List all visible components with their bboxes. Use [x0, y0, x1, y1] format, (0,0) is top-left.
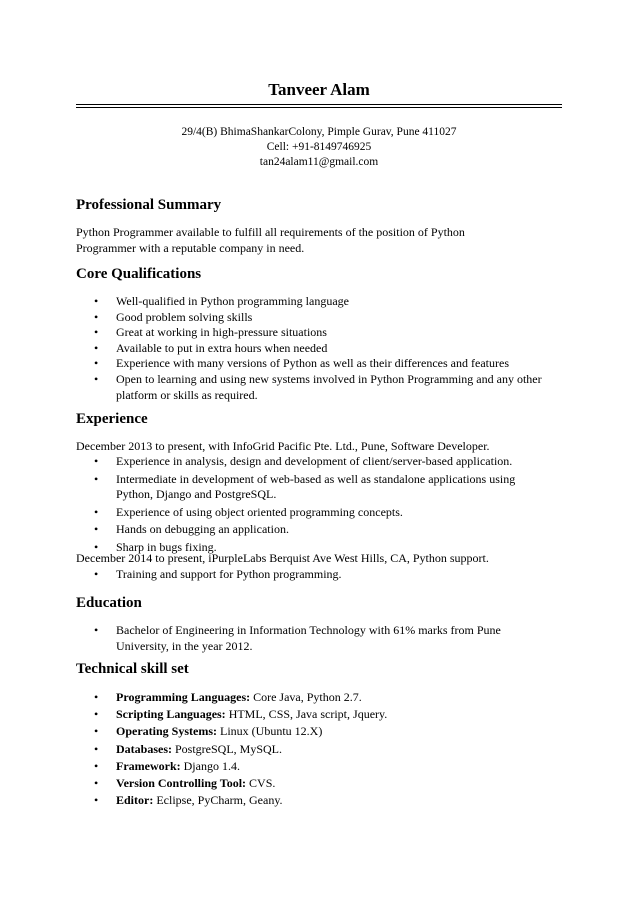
skill-label: Framework: — [116, 758, 181, 773]
list-item: • Experience in analysis, design and development of client/server-based application. — [94, 454, 513, 468]
skill-value: Core Java, Python 2.7. — [250, 690, 362, 704]
bullet-icon: • — [94, 793, 99, 808]
list-item: • Available to put in extra hours when needed — [94, 340, 328, 355]
bullet-icon: • — [94, 758, 99, 773]
skill-value: CVS. — [246, 776, 276, 791]
education-list — [76, 622, 546, 654]
contact-address: 29/4(B) BhimaShankarColony, Pimple Gurav, Pune 411027 — [181, 126, 457, 138]
bullet-icon: • — [94, 294, 99, 308]
skills-list — [76, 689, 546, 809]
list-item: • Experience of using object oriented programming concepts. — [94, 504, 403, 519]
summary-line-1: Python Programmer available to fulfill all requirements of the position of Python — [76, 225, 465, 239]
list-item: • Bachelor of Engineering in Information Technology with 61% marks from Pune University, in the year 2012. — [94, 623, 501, 653]
candidate-name: Tanveer Alam — [268, 80, 370, 99]
skill-label: Version Controlling Tool: — [116, 776, 247, 791]
experience-job-1: December 2013 to present, with InfoGrid Pacific Pte. Ltd., Pune, Software Developer. — [76, 439, 490, 453]
list-item: • Hands on debugging an application. — [94, 522, 289, 537]
qualifications-heading: Core Qualifications — [76, 266, 202, 282]
bullet-icon: • — [94, 340, 99, 355]
bullet-icon: • — [94, 567, 99, 581]
bullet-icon: • — [94, 309, 99, 324]
skill-value: HTML, CSS, Java script, Jquery. — [225, 707, 388, 722]
bullet-icon: • — [94, 325, 99, 340]
bullet-icon: • — [94, 522, 99, 537]
bullet-icon: • — [94, 707, 99, 722]
skill-value: PostgreSQL, MySQL. — [172, 741, 283, 756]
header-rule — [76, 104, 562, 108]
contact-email: tan24alam11@gmail.com — [259, 156, 379, 168]
experience-job-1-list — [76, 454, 546, 556]
bullet-icon: • — [94, 471, 99, 486]
summary-line-2: Programmer with a reputable company in need. — [76, 241, 305, 255]
bullet-icon: • — [94, 504, 99, 519]
list-item — [76, 792, 546, 809]
list-item — [76, 689, 546, 706]
list-item — [76, 723, 546, 740]
bullet-icon: • — [94, 539, 99, 554]
list-item: • Well-qualified in Python programming language — [94, 294, 349, 308]
list-item: • Great at working in high-pressure situations — [94, 325, 327, 340]
skill-value: Linux (Ubuntu 12.X) — [217, 724, 323, 739]
bullet-icon: • — [94, 776, 99, 791]
list-item: • Sharp in bugs fixing. — [94, 539, 217, 554]
contact-cell: Cell: +91-8149746925 — [266, 141, 372, 153]
list-item: • Good problem solving skills — [94, 309, 253, 324]
qualifications-list — [76, 294, 546, 403]
list-item — [76, 741, 546, 758]
list-item — [76, 706, 546, 723]
skill-value: Eclipse, PyCharm, Geany. — [153, 793, 283, 808]
list-item — [76, 775, 546, 792]
skills-heading: Technical skill set — [76, 661, 189, 677]
experience-job-2: December 2014 to present, iPurpleLabs Berquist Ave West Hills, CA, Python support. — [76, 551, 489, 565]
bullet-icon: • — [94, 356, 99, 371]
skill-label: Programming Languages: — [116, 690, 251, 704]
list-item: • Intermediate in development of web-based as well as standalone applications using Python, Django and PostgreSQL. — [94, 471, 516, 502]
skill-value: Django 1.4. — [180, 758, 240, 773]
bullet-icon: • — [94, 454, 99, 468]
experience-job-2-list — [76, 567, 546, 583]
experience-heading: Experience — [76, 411, 148, 427]
bullet-icon: • — [94, 741, 99, 756]
skill-label: Editor: — [116, 793, 154, 808]
bullet-icon: • — [94, 690, 99, 704]
summary-heading: Professional Summary — [76, 197, 222, 213]
skill-label: Databases: — [116, 741, 172, 756]
education-heading: Education — [76, 595, 142, 611]
skill-label: Scripting Languages: — [116, 707, 226, 722]
list-item: • Open to learning and using new systems involved in Python Programming and any other platform or skills as required. — [94, 371, 542, 402]
bullet-icon: • — [94, 623, 99, 637]
list-item: • Training and support for Python programming. — [94, 567, 342, 581]
bullet-icon: • — [94, 724, 99, 739]
list-item — [76, 758, 546, 775]
list-item: • Experience with many versions of Python as well as their differences and features — [94, 356, 509, 371]
skill-label: Operating Systems: — [116, 724, 217, 739]
bullet-icon: • — [94, 371, 99, 386]
